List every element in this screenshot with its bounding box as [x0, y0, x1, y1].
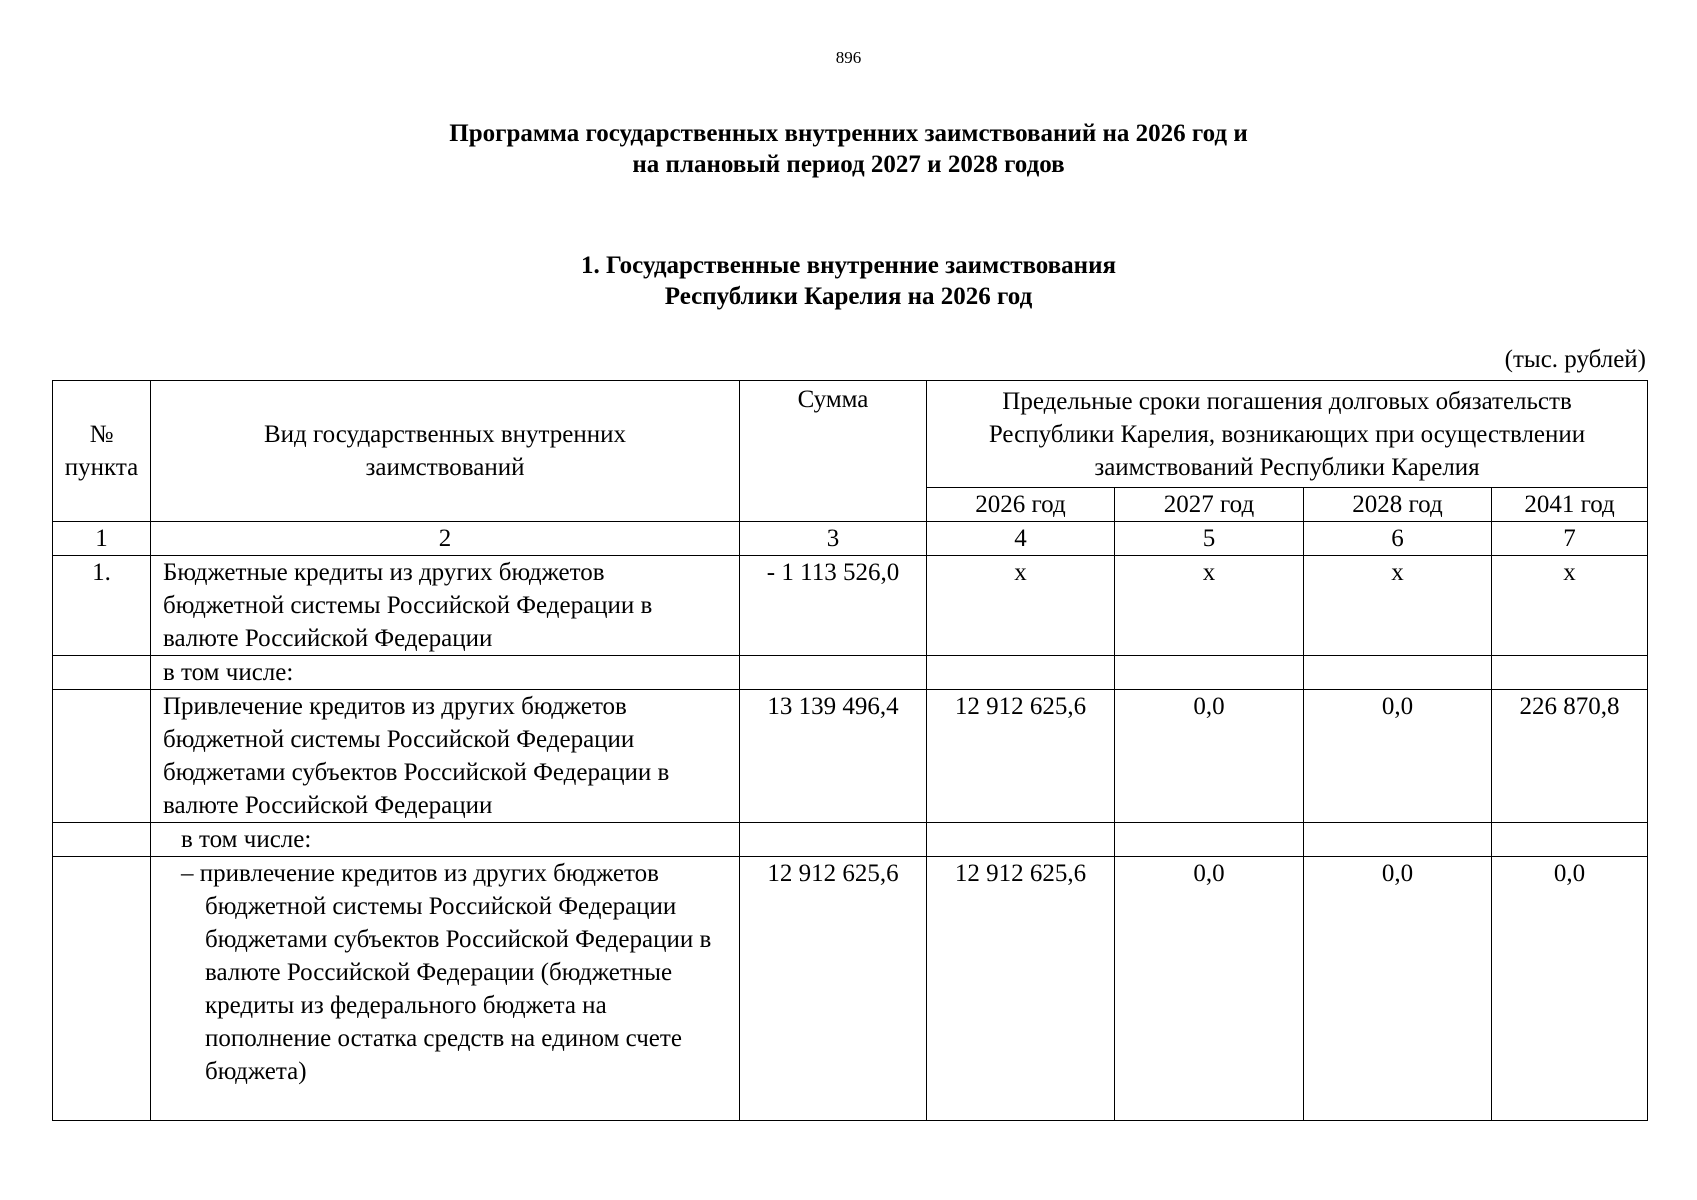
column-number: 3: [740, 522, 927, 556]
header-kind: Вид государственных внутренних заимствований: [151, 381, 740, 522]
table-row: [53, 556, 1648, 656]
units-label: (тыс. рублей): [1504, 346, 1646, 373]
header-year-2041: 2041 год: [1492, 488, 1648, 522]
page-number: 896: [835, 48, 862, 67]
header-terms: Предельные сроки погашения долговых обязательств Республики Карелия, возникающих при осуществлении заимствований Республики Карелия: [927, 381, 1648, 488]
row-2026: [927, 823, 1115, 857]
row-2027: х: [1115, 556, 1304, 656]
document-title-line-1: Программа государственных внутренних заимствований на 2026 год и: [449, 120, 1248, 147]
row-sum: [740, 656, 927, 690]
column-number: 5: [1115, 522, 1304, 556]
row-kind: в том числе:: [151, 823, 740, 857]
header-year-2027: 2027 год: [1115, 488, 1304, 522]
row-2028: [1304, 656, 1492, 690]
row-2027: 0,0: [1115, 690, 1304, 823]
row-2026: [927, 656, 1115, 690]
row-sum: 12 912 625,6: [740, 857, 927, 1121]
row-number: [53, 690, 151, 823]
header-row: [53, 381, 1648, 488]
column-number: 1: [53, 522, 151, 556]
row-2028: 0,0: [1304, 690, 1492, 823]
row-2041: [1492, 656, 1648, 690]
row-number: 1.: [53, 556, 151, 656]
row-2026: 12 912 625,6: [927, 857, 1115, 1121]
header-sum: Сумма: [740, 381, 927, 522]
row-2041: [1492, 823, 1648, 857]
table-row: [53, 823, 1648, 857]
column-number: 6: [1304, 522, 1492, 556]
section-title-line-1: 1. Государственные внутренние заимствования: [580, 252, 1117, 279]
row-sum: [740, 823, 927, 857]
row-2027: [1115, 823, 1304, 857]
row-kind: в том числе:: [151, 656, 740, 690]
row-number: [53, 656, 151, 690]
row-number: [53, 857, 151, 1121]
row-2041: 0,0: [1492, 857, 1648, 1121]
header-num: № пункта: [53, 381, 151, 522]
section-title: [0, 250, 1697, 312]
row-kind: Привлечение кредитов из других бюджетов бюджетной системы Российской Федерации бюджетами субъектов Российской Федерации в валюте Российской Федерации: [151, 690, 740, 823]
row-2028: [1304, 823, 1492, 857]
table-row: [53, 857, 1648, 1121]
table-row: [53, 690, 1648, 823]
header-year-2028: 2028 год: [1304, 488, 1492, 522]
row-2026: х: [927, 556, 1115, 656]
row-2028: х: [1304, 556, 1492, 656]
column-number: 4: [927, 522, 1115, 556]
row-2026: 12 912 625,6: [927, 690, 1115, 823]
document-title: [0, 118, 1697, 180]
row-2041: х: [1492, 556, 1648, 656]
column-number: 7: [1492, 522, 1648, 556]
row-2028: 0,0: [1304, 857, 1492, 1121]
header-year-2026: 2026 год: [927, 488, 1115, 522]
row-kind: – привлечение кредитов из других бюджетов бюджетной системы Российской Федерации бюджетами субъектов Российской Федерации в валюте Российской Федерации (бюджетные кредиты из федерального бюджета на пополнение остатка средств на едином счете бюджета): [151, 857, 740, 1121]
section-title-line-2: Республики Карелия на 2026 год: [664, 283, 1033, 310]
table-row: [53, 656, 1648, 690]
column-numbers-row: [53, 522, 1648, 556]
document-title-line-2: на плановый период 2027 и 2028 годов: [632, 151, 1065, 178]
borrowings-table: [52, 380, 1648, 1121]
column-number: 2: [151, 522, 740, 556]
row-2027: 0,0: [1115, 857, 1304, 1121]
row-2027: [1115, 656, 1304, 690]
row-sum: - 1 113 526,0: [740, 556, 927, 656]
row-2041: 226 870,8: [1492, 690, 1648, 823]
row-kind: Бюджетные кредиты из других бюджетов бюджетной системы Российской Федерации в валюте Российской Федерации: [151, 556, 740, 656]
row-sum: 13 139 496,4: [740, 690, 927, 823]
row-number: [53, 823, 151, 857]
